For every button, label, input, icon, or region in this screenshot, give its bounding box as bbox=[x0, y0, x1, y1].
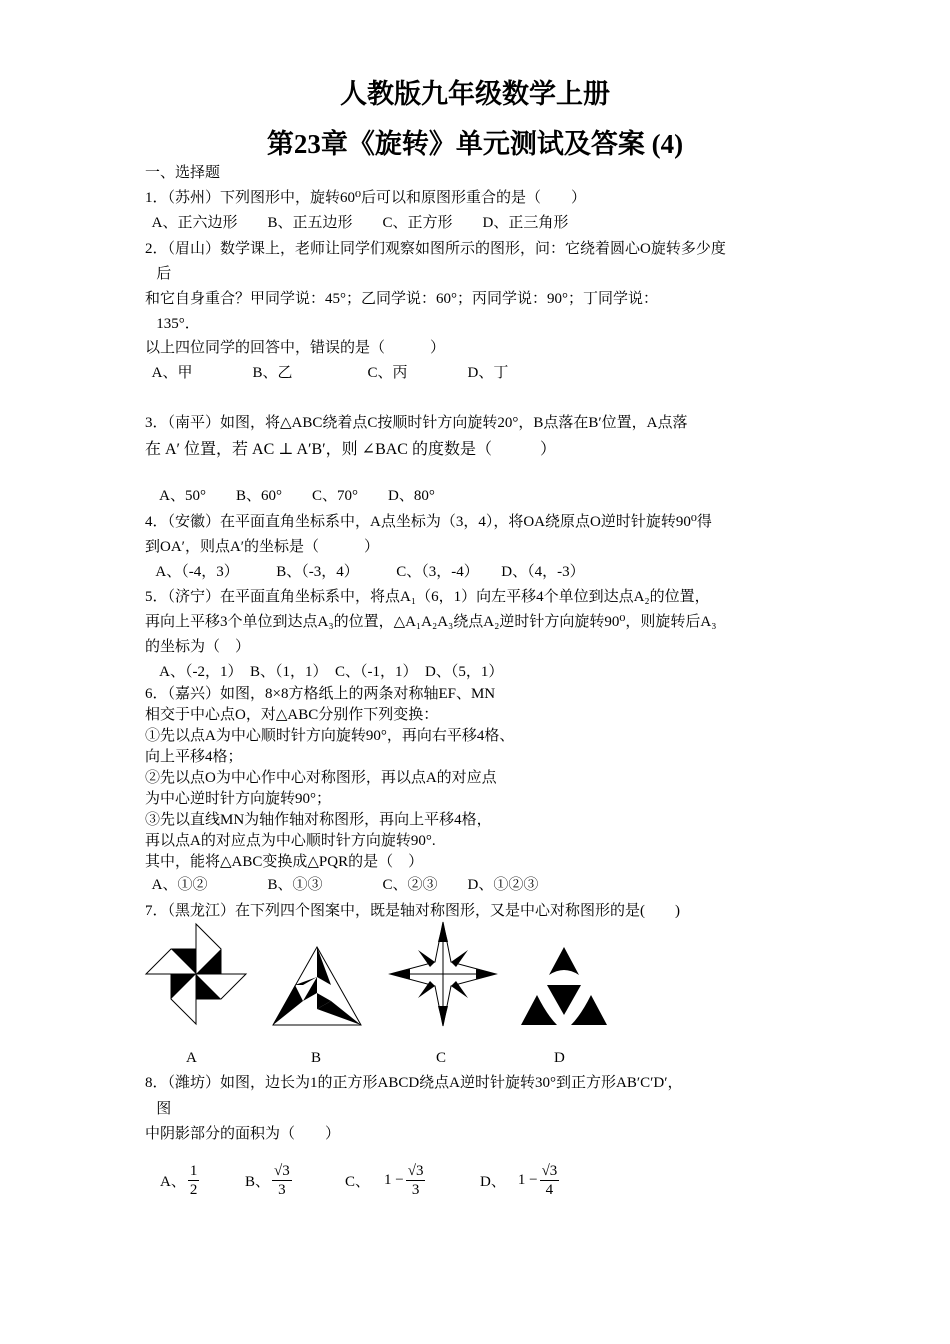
question-5-options: A、（-2，1） B、（1，1） C、（-1，1） D、（5，1） bbox=[145, 664, 504, 680]
question-8-line: 图 bbox=[145, 1101, 172, 1117]
question-2-line: 后 bbox=[145, 266, 172, 282]
question-2-line: 以上四位同学的回答中，错误的是（ ） bbox=[145, 340, 446, 356]
question-7: 7．（黑龙江）在下列四个图案中，既是轴对称图形，又是中心对称图形的是( ) bbox=[145, 903, 680, 919]
figure-d-triangles bbox=[519, 945, 609, 1027]
question-5: 5．（济宁）在平面直角坐标系中，将点A₁（6，1）向左平移4个单位到达点A₂的位置， bbox=[145, 589, 710, 605]
figure-label-a: A bbox=[186, 1050, 197, 1066]
denominator: 2 bbox=[189, 1182, 198, 1198]
q8-option-c bbox=[345, 1162, 427, 1199]
question-6-options: A、①② B、①③ C、②③ D、①②③ bbox=[145, 877, 539, 893]
fraction bbox=[188, 1162, 200, 1199]
question-6-line: 为中心逆时针方向旋转90°； bbox=[145, 791, 331, 807]
option-label: A、 bbox=[160, 1174, 186, 1190]
option-prefix: 1 − bbox=[384, 1172, 404, 1188]
q8-option-a bbox=[160, 1162, 201, 1199]
question-5-line: 的坐标为（ ） bbox=[145, 639, 251, 655]
numerator: √3 bbox=[407, 1163, 424, 1179]
question-4-options: A、（-4，3） B、（-3，4） C、（3，-4） D、（4，-3） bbox=[145, 564, 585, 580]
q8-option-b bbox=[245, 1162, 294, 1199]
section-heading: 一、选择题 bbox=[145, 165, 221, 181]
doc-subtitle: 第23章《旋转》单元测试及答案 (4) bbox=[266, 129, 684, 159]
doc-title: 人教版九年级数学上册 bbox=[340, 79, 610, 109]
figure-c-star bbox=[388, 920, 498, 1028]
question-2-line: 135°． bbox=[145, 316, 200, 332]
question-3-options: A、50° B、60° C、70° D、80° bbox=[145, 488, 435, 504]
denominator: 4 bbox=[545, 1182, 554, 1198]
question-6-line: ①先以点A为中心顺时针方向旋转90°，再向右平移4格、 bbox=[145, 728, 515, 744]
option-label: D、 bbox=[480, 1174, 506, 1190]
question-1: 1．（苏州）下列图形中，旋转60⁰后可以和原图形重合的是（ ） bbox=[145, 190, 587, 206]
figure-label-d: D bbox=[554, 1050, 565, 1066]
question-6-line: ②先以点O为中心作中心对称图形，再以点A的对应点 bbox=[145, 770, 497, 786]
question-2-line: 和它自身重合？甲同学说：45°；乙同学说：60°；丙同学说：90°；丁同学说： bbox=[145, 291, 658, 307]
fraction bbox=[540, 1162, 560, 1199]
question-2: 2．（眉山）数学课上，老师让同学们观察如图所示的图形，问：它绕着圆心O旋转多少度 bbox=[145, 241, 726, 257]
question-6-line: ③先以直线MN为轴作轴对称图形，再向上平移4格， bbox=[145, 812, 492, 828]
question-6-line: 其中，能将△ABC变换成△PQR的是（ ） bbox=[145, 854, 424, 870]
question-4: 4．（安徽）在平面直角坐标系中，A点坐标为（3，4），将OA绕原点O逆时针旋转90⁰得 bbox=[145, 514, 712, 530]
question-3: 3．（南平）如图，将△ABC绕着点C按顺时针方向旋转20°，B点落在B′位置，A点落 bbox=[145, 415, 688, 431]
fraction bbox=[406, 1162, 426, 1199]
question-3-line: 在 A′ 位置，若 AC ⊥ A′B′，则 ∠BAC 的度数是（ ） bbox=[145, 441, 556, 458]
numerator: √3 bbox=[274, 1163, 290, 1179]
figure-a-pinwheel bbox=[144, 922, 249, 1027]
fraction bbox=[272, 1162, 292, 1199]
denominator: 3 bbox=[278, 1182, 286, 1198]
option-label: C、 bbox=[345, 1174, 371, 1190]
question-6-line: 相交于中心点O，对△ABC分别作下列变换： bbox=[145, 707, 439, 723]
figure-label-b: B bbox=[311, 1050, 322, 1066]
question-8: 8．（潍坊）如图，边长为1的正方形ABCD绕点A逆时针旋转30°到正方形AB′C′D′， bbox=[145, 1075, 683, 1091]
question-6-line: 再以点A的对应点为中心顺时针方向旋转90°. bbox=[145, 833, 436, 849]
question-1-options: A、正六边形 B、正五边形 C、正方形 D、正三角形 bbox=[145, 215, 569, 231]
numerator: 1 bbox=[189, 1163, 198, 1179]
question-5-line: 再向上平移3个单位到达点A₃的位置，△A₁A₂A₃绕点A₂逆时针方向旋转90⁰，则旋转后A₃ bbox=[145, 614, 717, 630]
q8-option-d bbox=[480, 1162, 561, 1199]
question-2-options: A、甲 B、乙 C、丙 D、丁 bbox=[145, 365, 509, 381]
question-6: 6．（嘉兴）如图，8×8方格纸上的两条对称轴EF、MN bbox=[145, 686, 496, 702]
option-label: B、 bbox=[245, 1174, 271, 1190]
question-4-line: 到OA′，则点A′的坐标是（ ） bbox=[145, 539, 380, 555]
option-prefix: 1 − bbox=[517, 1172, 538, 1188]
numerator: √3 bbox=[541, 1163, 558, 1179]
question-6-line: 向上平移4格； bbox=[145, 749, 243, 765]
denominator: 3 bbox=[411, 1182, 420, 1198]
figure-b-triangle bbox=[271, 945, 363, 1027]
figure-label-c: C bbox=[436, 1050, 447, 1066]
question-8-line: 中阴影部分的面积为（ ） bbox=[145, 1126, 341, 1142]
